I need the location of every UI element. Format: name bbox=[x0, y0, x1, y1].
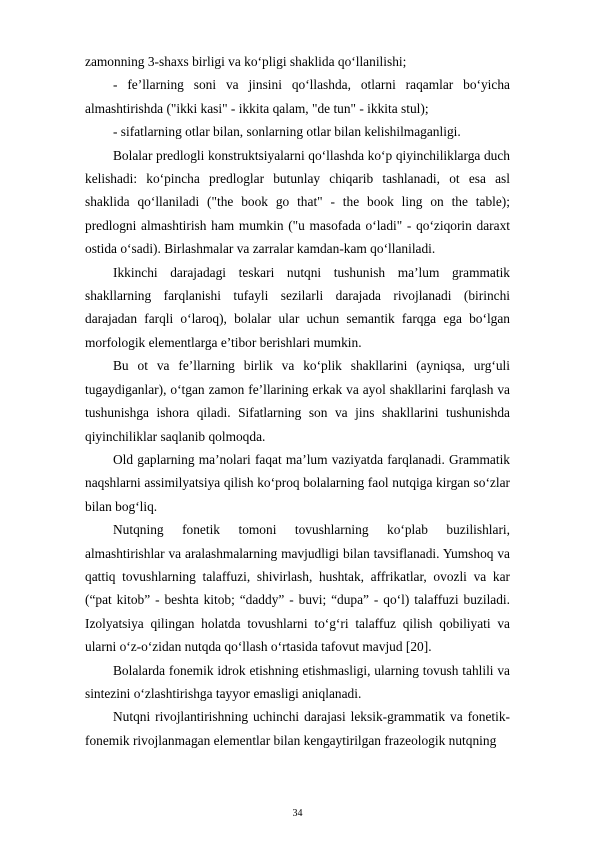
document-page bbox=[85, 50, 510, 752]
paragraph-7: Old gaplarning ma’nolari faqat ma’lum vaziyatda farqlanadi. Grammatik naqshlarni assimilyatsiya qilish ko‘proq bolalarning faol nutqiga kirgan so‘zlar bilan bog‘liq. bbox=[85, 451, 510, 514]
page-number: 34 bbox=[292, 808, 303, 819]
paragraph-1: zamonning 3-shaxs birligi va ko‘pligi shaklida qo‘llanilishi; bbox=[85, 54, 407, 69]
paragraph-4: Bolalar predlogli konstruktsiyalarni qo‘llashda ko‘p qiyinchiliklarga duch kelishadi: ko‘pincha predloglar butunlay chiqarib tashlanadi, ot esa asl shaklida qo‘llaniladi ("the book go that" - the book ling on the table); predlogni almashtirish ham mumkin ("u masofada o‘ladi" - qo‘ziqorin daraxt ostida o‘sadi). Birlashmalar va zarralar kamdan-kam qo‘llaniladi. bbox=[85, 147, 510, 257]
paragraph-2: - fe’llarning soni va jinsini qo‘llashda, otlarni raqamlar bo‘yicha almashtirishda ("ikki kasi" - ikkita qalam, "de tun" - ikkita stul); bbox=[85, 77, 510, 116]
paragraph-10: Nutqni rivojlantirishning uchinchi darajasi leksik-grammatik va fonetik-fonemik rivojlanmagan elementlar bilan kengaytirilgan frazeologik nutqning bbox=[85, 709, 510, 748]
paragraph-3: - sifatlarning otlar bilan, sonlarning otlar bilan kelishilmaganligi. bbox=[113, 124, 461, 140]
paragraph-8: Nutqning fonetik tomoni tovushlarning ko‘plab buzilishlari, almashtirishlar va aralashmalarning mavjudligi bilan tavsiflanadi. Yumshoq va qattiq tovushlarning talaffuzi, shivirlash, hushtak, affrikatlar, ovozli va kar (“pat kitob” - beshta kitob; “daddy” - buvi; “dupa” - qo‘l) talaffuzi buziladi. Izolyatsiya qilingan holatda tovushlarni to‘g‘ri talaffuz qilish qobiliyati va ularni o‘z-o‘zidan nutqda qo‘llash o‘rtasida tafovut mavjud [20]. bbox=[85, 522, 510, 655]
paragraph-5: Ikkinchi darajadagi teskari nutqni tushunish ma’lum grammatik shakllarning farqlanishi tufayli sezilarli darajada rivojlanadi (birinchi darajadan farqli o‘laroq), bolalar ular uchun semantik farqga ega bo‘lgan morfologik elementlarga e’tibor berishlari mumkin. bbox=[85, 264, 510, 350]
paragraph-9: Bolalarda fonemik idrok etishning etishmasligi, ularning tovush tahlili va sintezini o‘zlashtirishga tayyor emasligi aniqlanadi. bbox=[85, 662, 510, 701]
paragraph-6: Bu ot va fe’llarning birlik va ko‘plik shakllarini (ayniqsa, urg‘uli tugaydiganlar), o‘tgan zamon fe’llarining erkak va ayol shakllarini farqlash va tushunishga ishora qiladi. Sifatlarning son va jins shakllarini tushunishda qiyinchiliklar saqlanib qolmoqda. bbox=[85, 358, 510, 444]
